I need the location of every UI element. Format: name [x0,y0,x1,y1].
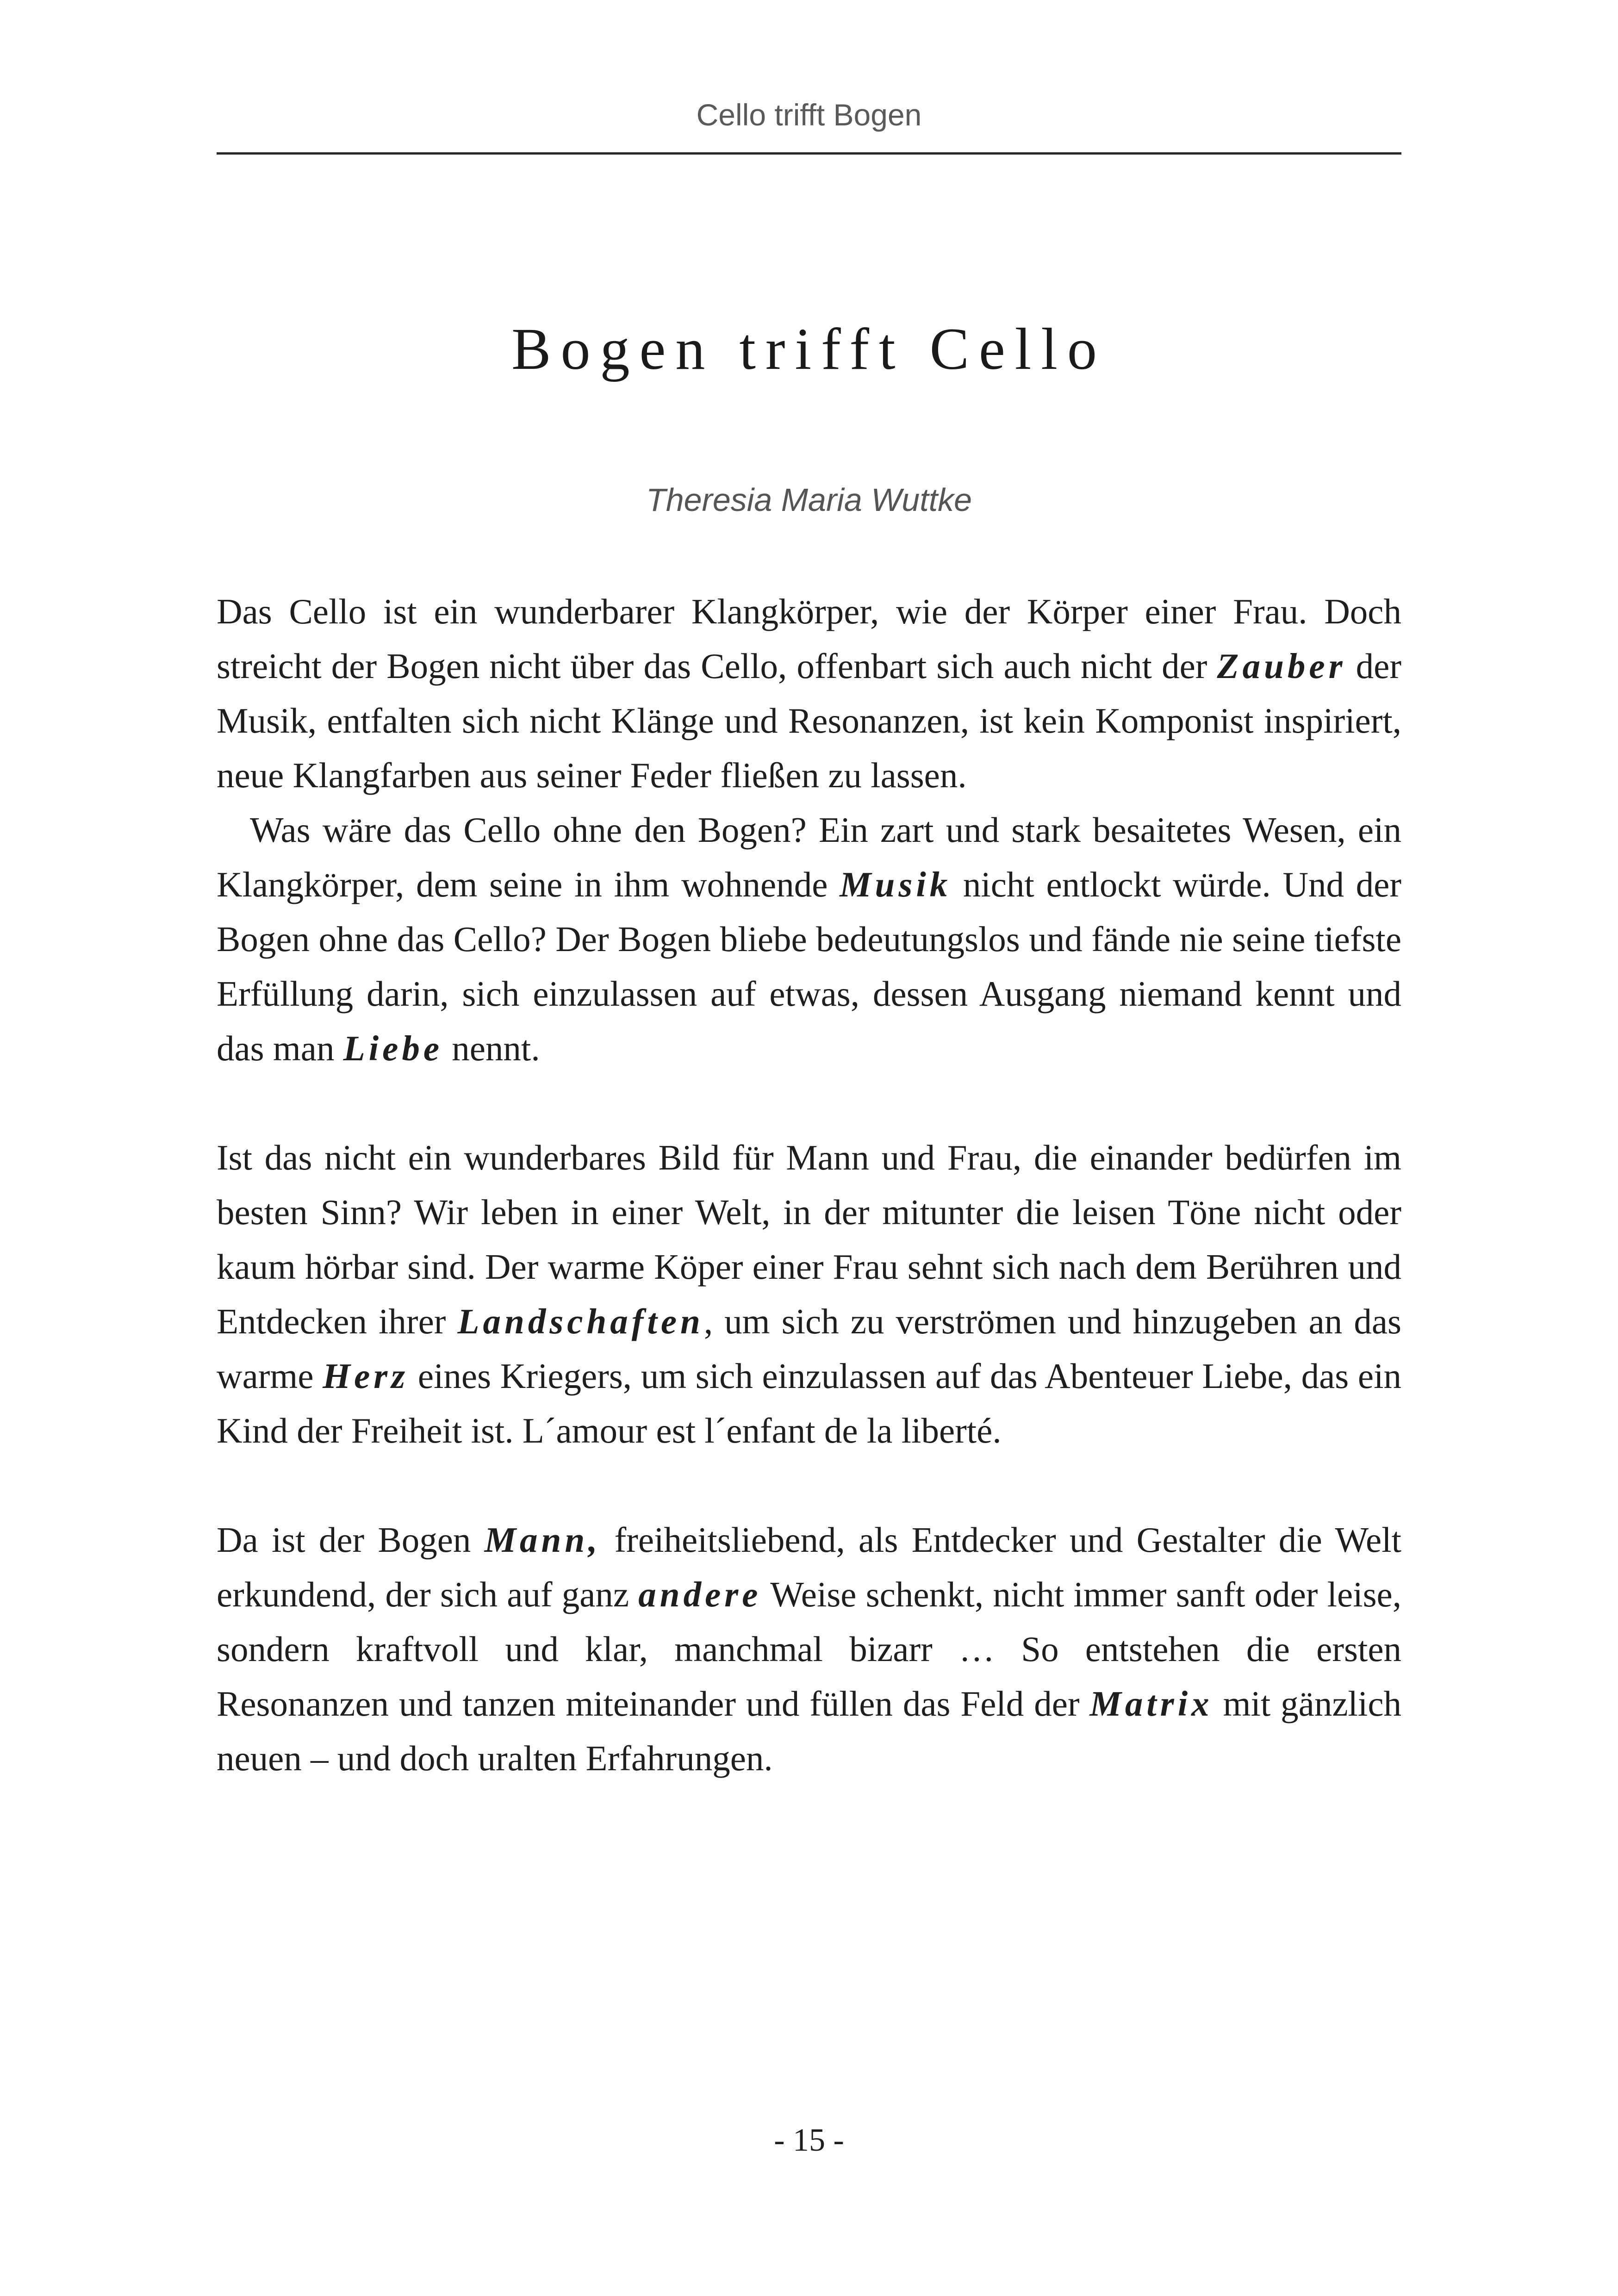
paragraph-2 [217,803,1401,1076]
emphasis-liebe: Liebe [343,1028,443,1068]
emphasis-musik: Musik [840,865,952,904]
text-run: nennt. [443,1028,540,1068]
text-run: der Musik, entfalten sich nicht Klänge und Resonanzen, ist kein Komponist inspiriert, neue Klangfarben aus seiner Feder fließen zu lassen. [217,646,1401,795]
header-rule [217,152,1401,155]
text-run: Was wäre das Cello ohne den Bogen? Ein zart und stark besaitetes Wesen, ein Klangkörper, dem seine in ihm wohnende [217,810,1401,904]
text-run: nicht entlockt würde. Und der Bogen ohne das Cello? Der Bogen bliebe bedeutungslos und fände nie seine tiefste Erfüllung darin, sich einzulassen auf etwas, dessen Ausgang niemand kennt und das man [217,865,1402,1068]
text-run: Ist das nicht ein wunderbares Bild für Mann und Frau, die einander bedürfen im besten Sinn? Wir leben in einer Welt, in der mitunter die leisen Töne nicht oder kaum hörbar sind. Der warme Köper einer Frau sehnt sich nach dem Berühren und Entdecken ihrer [217,1138,1401,1341]
text-run: mit gänzlich neuen – und doch uralten Erfahrungen. [217,1684,1401,1778]
body-text [217,584,1401,1786]
running-header: Cello trifft Bogen [696,98,922,132]
page-number: - 15 - [774,2122,844,2158]
paragraph-4 [217,1512,1401,1786]
emphasis-landschaften: Landschaften [457,1301,704,1341]
text-run: freiheitsliebend, als Entdecker und Gestalter die Welt erkundend, der sich auf ganz [217,1520,1402,1614]
paragraph-1 [217,584,1401,803]
text-run: Das Cello ist ein wunderbarer Klangkörper, wie der Körper einer Frau. Doch streicht der Bogen nicht über das Cello, offenbart sich auch nicht der [217,591,1401,686]
emphasis-matrix: Matrix [1089,1684,1213,1724]
text-run: Da ist der Bogen [217,1520,485,1560]
emphasis-andere: andere [638,1574,762,1614]
emphasis-herz: Herz [323,1356,409,1396]
text-run: Weise schenkt, nicht immer sanft oder leise, sondern kraftvoll und klar, manchmal bizarr … So entstehen die ersten Resonanzen und tanzen miteinander und füllen das Feld der [217,1574,1401,1724]
author-name: Theresia Maria Wuttke [646,482,972,518]
emphasis-mann: Mann, [484,1520,601,1560]
paragraph-3 [217,1130,1401,1458]
text-run: eines Kriegers, um sich einzulassen auf das Abenteuer Liebe, das ein Kind der Freiheit ist. L´amour est l´enfant de la liberté. [217,1356,1401,1450]
emphasis-zauber: Zauber [1217,646,1346,686]
chapter-title: Bogen trifft Cello [511,316,1107,382]
text-run: , um sich zu verströmen und hinzugeben an das warme [217,1301,1401,1396]
